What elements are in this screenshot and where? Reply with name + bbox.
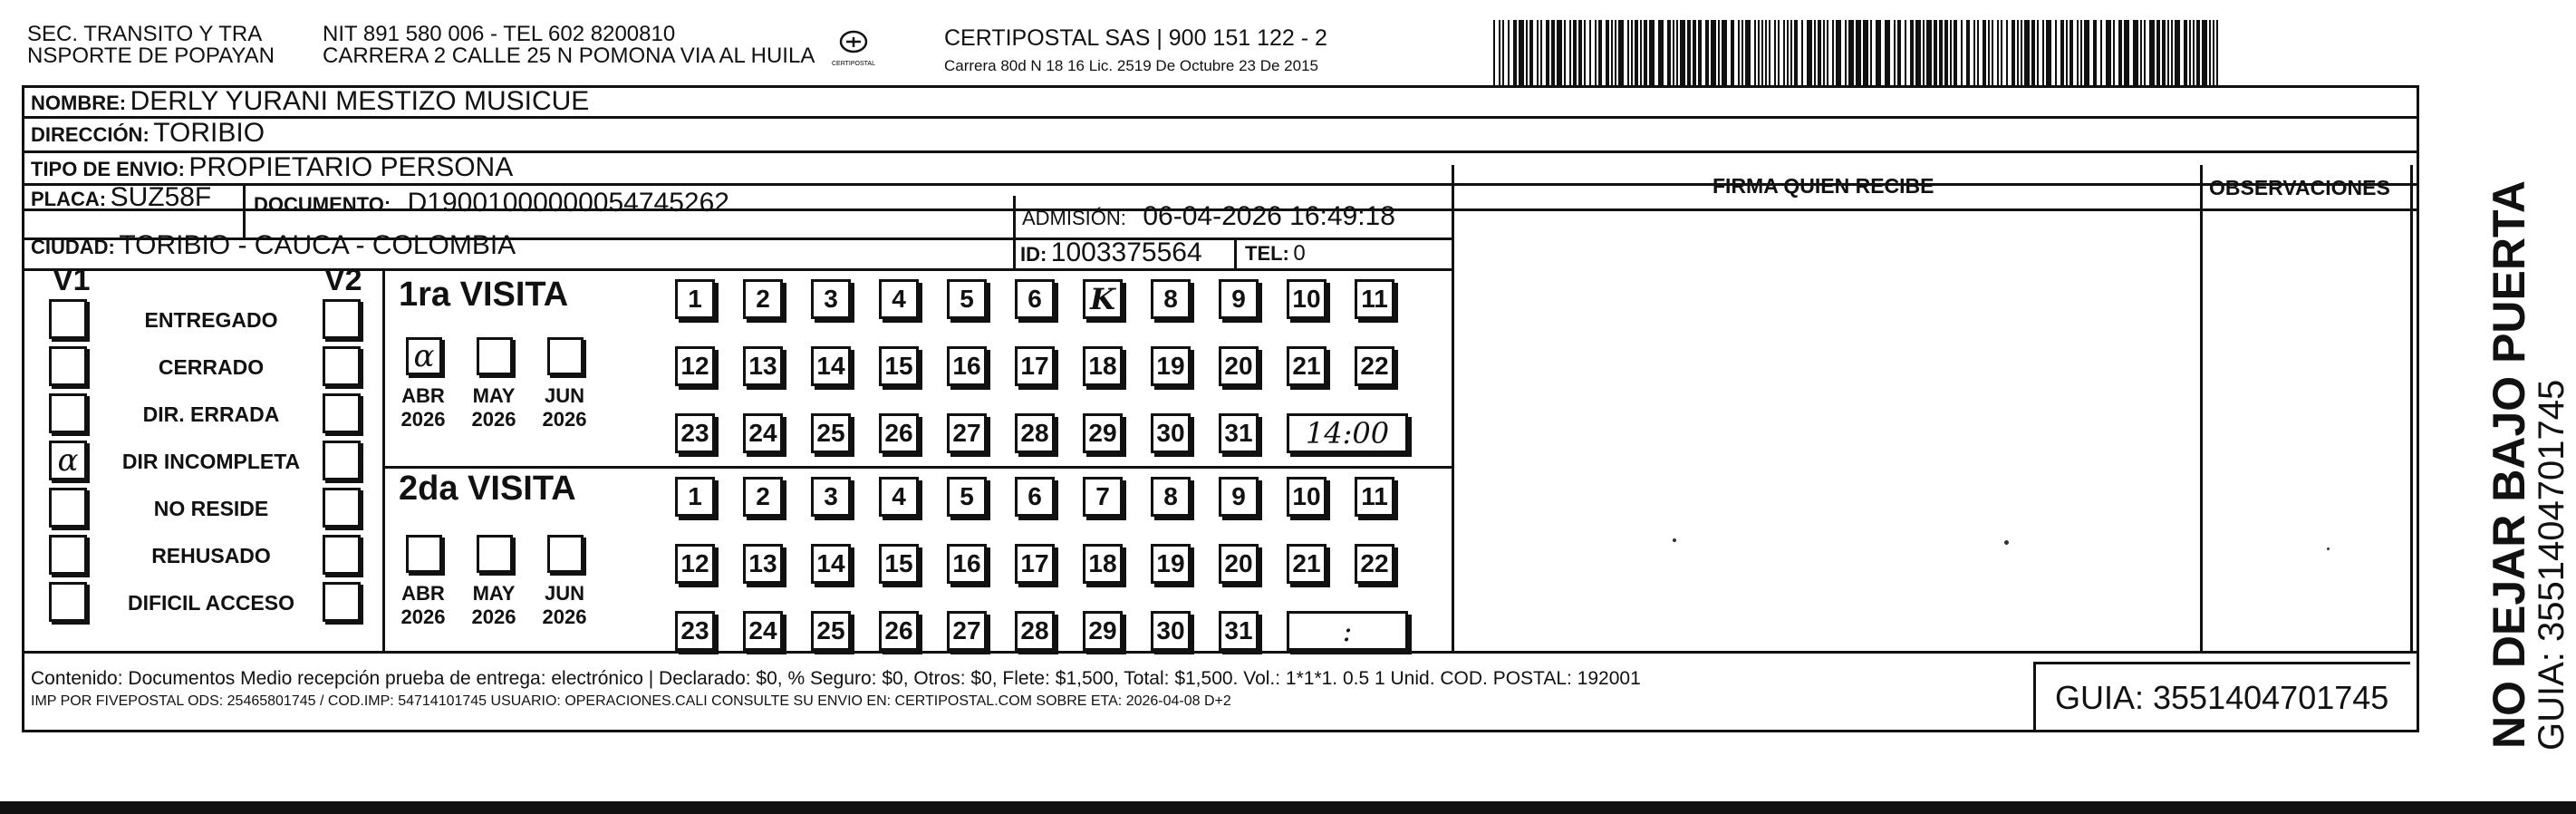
visit2-title: 2da VISITA bbox=[399, 470, 576, 508]
company-line: CERTIPOSTAL SAS | 900 151 122 - 2 bbox=[944, 25, 1327, 51]
ciudad-row bbox=[31, 232, 516, 259]
day-number: 19 bbox=[1156, 549, 1185, 577]
v2-checkbox[interactable] bbox=[323, 393, 361, 433]
day-box[interactable] bbox=[879, 413, 919, 453]
v1-checkbox[interactable] bbox=[49, 393, 87, 433]
day-box-marked[interactable] bbox=[1083, 279, 1123, 319]
day-number: 31 bbox=[1224, 419, 1253, 447]
month-checkbox[interactable] bbox=[477, 337, 513, 375]
day-box[interactable] bbox=[1287, 279, 1327, 319]
day-number: 14 bbox=[816, 352, 845, 380]
observaciones-area[interactable] bbox=[2203, 211, 2409, 650]
tel-row bbox=[1245, 243, 1306, 265]
v1-checkbox[interactable] bbox=[49, 299, 87, 339]
tel-label: TEL: bbox=[1245, 242, 1289, 265]
day-number: 7 bbox=[1095, 482, 1110, 510]
month-label bbox=[399, 384, 448, 432]
day-number: 15 bbox=[884, 352, 913, 380]
month-checkbox[interactable]: α bbox=[406, 337, 442, 375]
day-number: 27 bbox=[952, 616, 981, 644]
month-name: ABR bbox=[401, 384, 445, 407]
month-name: ABR bbox=[401, 582, 445, 605]
day-box[interactable] bbox=[811, 544, 851, 584]
svg-text:CERTIPOSTAL: CERTIPOSTAL bbox=[832, 61, 875, 67]
day-box[interactable] bbox=[1015, 477, 1055, 517]
nombre-row bbox=[31, 88, 589, 115]
day-number: 31 bbox=[1224, 616, 1253, 644]
day-box[interactable] bbox=[811, 611, 851, 651]
documento-value: D19001000000054745262 bbox=[407, 188, 729, 218]
visit1-title: 1ra VISITA bbox=[399, 276, 569, 314]
day-box[interactable] bbox=[947, 413, 987, 453]
month-label bbox=[540, 582, 589, 630]
observaciones-header: OBSERVACIONES bbox=[2209, 176, 2390, 199]
firma-header: FIRMA QUIEN RECIBE bbox=[1713, 174, 1934, 198]
month-year: 2026 bbox=[471, 606, 516, 629]
day-box[interactable] bbox=[879, 346, 919, 386]
day-box[interactable] bbox=[1015, 413, 1055, 453]
month-label bbox=[399, 582, 448, 630]
reason-label: CERRADO bbox=[158, 355, 265, 379]
day-box[interactable] bbox=[1287, 477, 1327, 517]
day-box[interactable] bbox=[811, 346, 851, 386]
day-box[interactable] bbox=[675, 477, 715, 517]
tipo-envio-value: PROPIETARIO PERSONA bbox=[188, 152, 514, 182]
id-label: ID: bbox=[1020, 243, 1047, 266]
v2-checkbox[interactable] bbox=[323, 582, 361, 622]
day-number: 9 bbox=[1231, 482, 1246, 510]
day-box[interactable] bbox=[1151, 611, 1191, 651]
day-number: 20 bbox=[1224, 549, 1253, 577]
time-box[interactable]: 14:00 bbox=[1287, 413, 1408, 453]
day-number: 10 bbox=[1292, 285, 1321, 313]
v2-checkbox[interactable] bbox=[323, 299, 361, 339]
day-number: 1 bbox=[688, 482, 702, 510]
admision-value: 06-04-2026 16:49:18 bbox=[1143, 201, 1395, 231]
day-number: 24 bbox=[748, 616, 777, 644]
reason-label: DIR INCOMPLETA bbox=[121, 450, 301, 473]
month-name: JUN bbox=[544, 384, 584, 407]
reason-label: ENTREGADO bbox=[144, 308, 278, 332]
tipo-envio-label: TIPO DE ENVIO: bbox=[31, 158, 185, 180]
warning-text: NO DEJAR BAJO PUERTA bbox=[2484, 180, 2534, 749]
day-box[interactable] bbox=[1219, 346, 1259, 386]
day-box[interactable] bbox=[743, 477, 783, 517]
v2-checkbox[interactable] bbox=[323, 441, 361, 480]
nombre-value: DERLY YURANI MESTIZO MUSICUE bbox=[130, 86, 590, 116]
reason-label: DIR. ERRADA bbox=[142, 402, 280, 426]
scan-edge bbox=[0, 801, 2576, 814]
v1-label: V1 bbox=[53, 263, 91, 297]
v1-checkbox[interactable]: α bbox=[49, 441, 87, 480]
day-number: 4 bbox=[892, 285, 906, 313]
day-box[interactable] bbox=[1219, 611, 1259, 651]
admision-row bbox=[1022, 203, 1395, 230]
day-number: 22 bbox=[1360, 549, 1389, 577]
day-number: 12 bbox=[680, 549, 709, 577]
day-number: 6 bbox=[1028, 482, 1042, 510]
direccion-label: DIRECCIÓN: bbox=[31, 123, 150, 146]
day-number: 20 bbox=[1224, 352, 1253, 380]
day-number: 3 bbox=[824, 482, 838, 510]
day-number: 25 bbox=[816, 419, 845, 447]
month-checkbox[interactable] bbox=[406, 535, 442, 573]
day-box[interactable] bbox=[1355, 544, 1394, 584]
v1-checkbox[interactable] bbox=[49, 535, 87, 575]
sender-line2: NSPORTE DE POPAYAN bbox=[27, 44, 275, 68]
day-box[interactable] bbox=[1015, 544, 1055, 584]
day-number: 17 bbox=[1020, 352, 1049, 380]
address-line: CARRERA 2 CALLE 25 N POMONA VIA AL HUILA bbox=[323, 44, 815, 68]
documento-row bbox=[254, 189, 729, 217]
day-number: 19 bbox=[1156, 352, 1185, 380]
month-year: 2026 bbox=[542, 408, 587, 431]
documento-label: DOCUMENTO: bbox=[254, 193, 391, 216]
v1-checkbox[interactable] bbox=[49, 488, 87, 528]
day-number: 30 bbox=[1156, 419, 1185, 447]
month-label bbox=[469, 384, 518, 432]
month-checkbox[interactable] bbox=[477, 535, 513, 573]
day-number: 13 bbox=[748, 549, 777, 577]
day-box[interactable] bbox=[1219, 544, 1259, 584]
side-guia: GUIA: 3551404701745 bbox=[2532, 379, 2571, 751]
day-box[interactable] bbox=[1151, 346, 1191, 386]
day-number: 23 bbox=[680, 616, 709, 644]
day-box[interactable] bbox=[1015, 346, 1055, 386]
day-number: 14 bbox=[816, 549, 845, 577]
day-box[interactable] bbox=[1219, 477, 1259, 517]
day-box[interactable] bbox=[743, 611, 783, 651]
day-number: 8 bbox=[1163, 482, 1178, 510]
day-number: 27 bbox=[952, 419, 981, 447]
day-box[interactable] bbox=[1355, 346, 1394, 386]
day-number: 3 bbox=[824, 285, 838, 313]
day-number: 24 bbox=[748, 419, 777, 447]
day-number: 29 bbox=[1088, 419, 1117, 447]
day-number: 18 bbox=[1088, 352, 1117, 380]
barcode bbox=[1493, 20, 2229, 87]
day-number: 30 bbox=[1156, 616, 1185, 644]
contenido-line: Contenido: Documentos Medio recepción prueba de entrega: electrónico | Declarado: $0, % Seguro: $0, Otros: $0, Flete: $1,500, Total: $1,500. Vol.: 1*1*1. 0.5 1 Unid. COD. POSTAL: 192001 bbox=[31, 668, 1641, 689]
day-box[interactable] bbox=[1151, 279, 1191, 319]
month-checkbox[interactable] bbox=[547, 535, 584, 573]
day-number: 12 bbox=[680, 352, 709, 380]
tel-value: 0 bbox=[1293, 241, 1306, 266]
placa-value: SUZ58F bbox=[110, 182, 212, 212]
day-number: 28 bbox=[1020, 419, 1049, 447]
day-box[interactable] bbox=[675, 544, 715, 584]
v2-label: V2 bbox=[324, 263, 362, 297]
id-value: 1003375564 bbox=[1050, 237, 1202, 267]
day-box[interactable] bbox=[743, 544, 783, 584]
day-box[interactable] bbox=[1355, 477, 1394, 517]
direccion-row bbox=[31, 120, 265, 147]
ciudad-value: TORIBIO - CAUCA - COLOMBIA bbox=[119, 230, 516, 260]
time-box[interactable]: : bbox=[1287, 611, 1408, 651]
day-number: 5 bbox=[960, 482, 974, 510]
day-number: 17 bbox=[1020, 549, 1049, 577]
day-number: 29 bbox=[1088, 616, 1117, 644]
day-box[interactable] bbox=[947, 279, 987, 319]
reason-label: REHUSADO bbox=[151, 544, 271, 567]
day-box[interactable] bbox=[1219, 279, 1259, 319]
day-box[interactable] bbox=[675, 611, 715, 651]
reason-label: NO RESIDE bbox=[153, 497, 269, 520]
day-box[interactable] bbox=[947, 346, 987, 386]
v1-checkbox[interactable] bbox=[49, 582, 87, 622]
month-name: JUN bbox=[544, 582, 584, 605]
day-number: 6 bbox=[1028, 285, 1042, 313]
day-number: 11 bbox=[1361, 285, 1388, 313]
day-box[interactable] bbox=[1083, 346, 1123, 386]
v2-checkbox[interactable] bbox=[323, 346, 361, 386]
day-box[interactable] bbox=[1015, 611, 1055, 651]
v1-checkbox[interactable] bbox=[49, 346, 87, 386]
day-box[interactable] bbox=[1083, 413, 1123, 453]
day-box[interactable] bbox=[1151, 477, 1191, 517]
day-number: 2 bbox=[756, 285, 770, 313]
day-box[interactable] bbox=[879, 477, 919, 517]
month-label bbox=[469, 582, 518, 630]
month-checkbox[interactable] bbox=[547, 337, 584, 375]
month-name: MAY bbox=[472, 582, 516, 605]
day-number: 1 bbox=[688, 285, 702, 313]
id-row bbox=[1020, 239, 1202, 266]
day-number: 11 bbox=[1361, 482, 1388, 510]
day-number: 4 bbox=[892, 482, 906, 510]
month-name: MAY bbox=[472, 384, 516, 407]
day-box[interactable] bbox=[1083, 611, 1123, 651]
speck bbox=[2004, 540, 2009, 545]
month-year: 2026 bbox=[400, 606, 446, 629]
v2-checkbox[interactable] bbox=[323, 535, 361, 575]
day-box[interactable] bbox=[1287, 346, 1327, 386]
month-year: 2026 bbox=[542, 606, 587, 629]
footer-guia: GUIA: 3551404701745 bbox=[2055, 679, 2389, 716]
day-box[interactable] bbox=[1083, 544, 1123, 584]
placa-label: PLACA: bbox=[31, 188, 107, 210]
day-box[interactable] bbox=[743, 346, 783, 386]
certipostal-logo bbox=[826, 29, 881, 71]
day-number: 9 bbox=[1231, 285, 1246, 313]
speck bbox=[2327, 548, 2330, 550]
month-label bbox=[540, 384, 589, 432]
day-number: 8 bbox=[1163, 285, 1178, 313]
reason-label: DIFICIL ACCESO bbox=[127, 591, 294, 615]
month-year: 2026 bbox=[400, 408, 446, 431]
day-number: 16 bbox=[952, 352, 981, 380]
day-box[interactable] bbox=[947, 611, 987, 651]
speck bbox=[1673, 538, 1676, 542]
day-box[interactable] bbox=[1151, 413, 1191, 453]
day-box[interactable] bbox=[743, 413, 783, 453]
day-box[interactable] bbox=[675, 413, 715, 453]
day-number: 2 bbox=[756, 482, 770, 510]
v2-checkbox[interactable] bbox=[323, 488, 361, 528]
ciudad-label: CIUDAD: bbox=[31, 236, 115, 258]
placa-row bbox=[31, 184, 211, 211]
day-box[interactable] bbox=[743, 279, 783, 319]
day-box[interactable] bbox=[1151, 544, 1191, 584]
day-number: 15 bbox=[884, 549, 913, 577]
day-number: 18 bbox=[1088, 549, 1117, 577]
day-box[interactable] bbox=[675, 279, 715, 319]
day-number: 5 bbox=[960, 285, 974, 313]
tipo-envio-row bbox=[31, 154, 513, 181]
day-number: 21 bbox=[1292, 352, 1321, 380]
day-box[interactable] bbox=[1219, 413, 1259, 453]
day-box[interactable] bbox=[1015, 279, 1055, 319]
imp-line: IMP POR FIVEPOSTAL ODS: 25465801745 / COD.IMP: 54714101745 USUARIO: OPERACIONES.CALI CONSULTE SU ENVIO EN: CERTIPOSTAL.COM SOBRE ETA: 2026-04-08 D+2 bbox=[31, 693, 1231, 709]
admision-label: ADMISIÓN: bbox=[1022, 207, 1126, 229]
day-box[interactable] bbox=[879, 279, 919, 319]
nit-line: NIT 891 580 006 - TEL 602 8200810 bbox=[323, 22, 676, 46]
day-number: 25 bbox=[816, 616, 845, 644]
day-box[interactable] bbox=[1287, 544, 1327, 584]
day-number: 16 bbox=[952, 549, 981, 577]
day-number: 26 bbox=[884, 419, 913, 447]
sender-line1: SEC. TRANSITO Y TRA bbox=[27, 22, 263, 46]
day-box[interactable] bbox=[675, 346, 715, 386]
day-number: 26 bbox=[884, 616, 913, 644]
day-box[interactable] bbox=[811, 279, 851, 319]
day-number: 13 bbox=[748, 352, 777, 380]
day-number: 21 bbox=[1292, 549, 1321, 577]
day-box[interactable] bbox=[811, 413, 851, 453]
license-line: Carrera 80d N 18 16 Lic. 2519 De Octubre 23 De 2015 bbox=[944, 57, 1318, 74]
direccion-value: TORIBIO bbox=[153, 118, 265, 148]
nombre-label: NOMBRE: bbox=[31, 92, 127, 114]
day-box[interactable] bbox=[1083, 477, 1123, 517]
firma-area[interactable] bbox=[1454, 211, 2199, 650]
day-number: 22 bbox=[1360, 352, 1389, 380]
day-number: 10 bbox=[1292, 482, 1321, 510]
day-box[interactable] bbox=[879, 611, 919, 651]
day-box[interactable] bbox=[947, 544, 987, 584]
day-box[interactable] bbox=[879, 544, 919, 584]
day-box[interactable] bbox=[947, 477, 987, 517]
month-year: 2026 bbox=[471, 408, 516, 431]
day-box[interactable] bbox=[811, 477, 851, 517]
day-number: 23 bbox=[680, 419, 709, 447]
day-number: 28 bbox=[1020, 616, 1049, 644]
day-mark: K bbox=[1090, 282, 1115, 316]
day-box[interactable] bbox=[1355, 279, 1394, 319]
